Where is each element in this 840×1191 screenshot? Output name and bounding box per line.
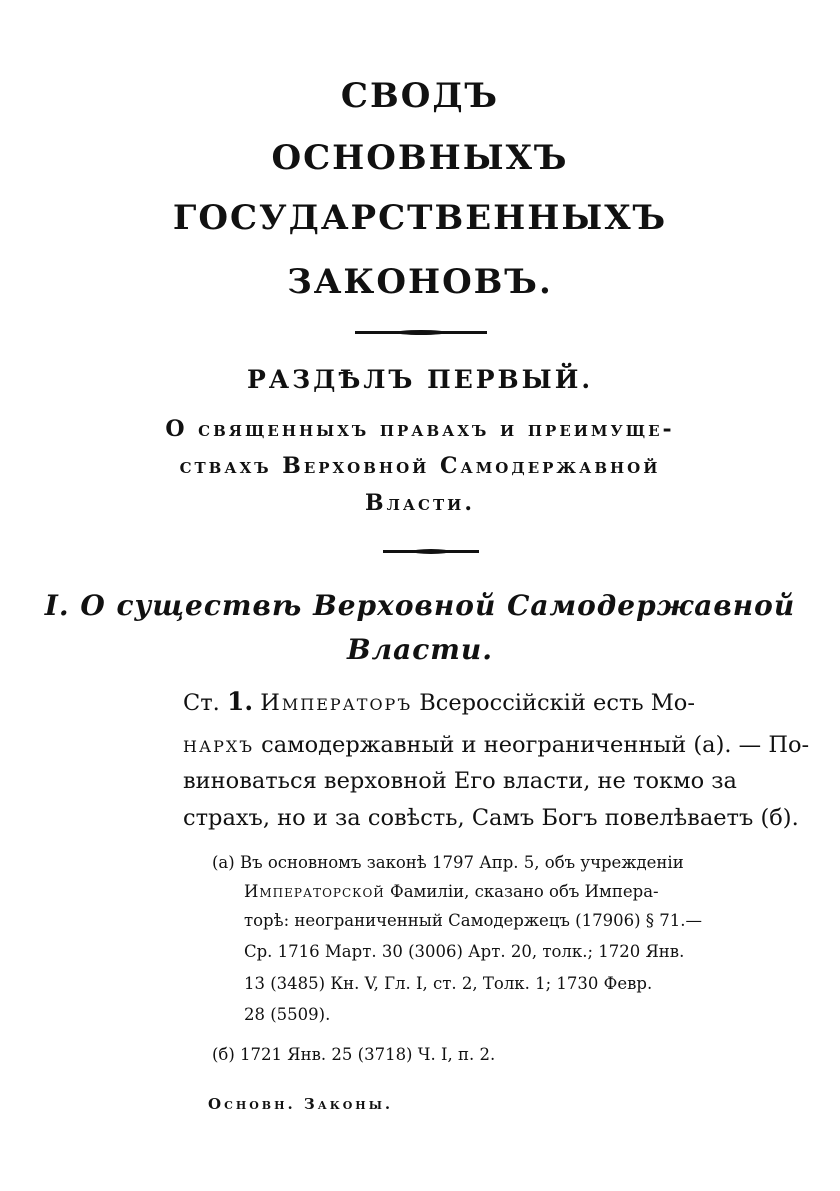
chapter-title-line-1: I. О существѣ Верховной Самодержавной [44,589,796,622]
section-subtitle-line-3: Власти. [364,490,475,516]
chapter-title-line-2: Власти. [346,633,494,666]
article-line-1 [183,684,743,721]
footnote-a-line-2-text: Фамиліи, сказано объ Импера- [390,882,659,901]
article-line-2 [183,727,810,763]
title-line-2: ОСНОВНЫХЪ [271,138,569,178]
section-divider [383,550,479,553]
article-label: Ст. [183,690,220,716]
title-line-1: СВОДЪ [340,76,500,116]
footnote-a-line-5: 13 (3485) Кн. V, Гл. I, ст. 2, Толк. 1; 1730 Февр. [244,974,653,993]
footnote-a-line-3: торѣ: неограниченный Самодержецъ (17906) § 71.— [244,911,703,930]
article-number: 1. [226,687,254,716]
title-line-3: ГОСУДАРСТВЕННЫХЪ [172,198,668,238]
footnote-a-imperial-word: Императорской [244,882,385,901]
article-line-3: виноваться верховной Его власти, не токмо за [183,768,737,794]
footnote-a-line-6: 28 (5509). [244,1005,331,1024]
section-heading: РАЗДѢЛЪ ПЕРВЫЙ. [246,365,594,394]
section-subtitle-line-1: О священныхъ правахъ и преимуще- [165,416,675,442]
article-line-1-text: Всероссійскій есть Мо- [419,690,695,716]
footnote-b-line-1: (б) 1721 Янв. 25 (3718) Ч. I, п. 2. [212,1045,496,1064]
footnote-a-line-4: Ср. 1716 Март. 30 (3006) Арт. 20, толк.; 1720 Янв. [244,942,685,961]
footnote-a-line-2 [244,877,659,906]
footnote-a-line-1: (а) Въ основномъ законѣ 1797 Апр. 5, объ учрежденіи [212,853,684,872]
article-line-4: страхъ, но и за совѣсть, Самъ Богъ повелѣваетъ (б). [183,805,799,831]
article-line-2-text: самодержавный и неограниченный (а). — По- [261,732,810,758]
title-divider [355,331,487,334]
section-subtitle-line-2: ствахъ Верховной Самодержавной [179,453,661,479]
article-emperor-word: Императоръ [260,690,413,716]
article-monarch-word: нархъ [183,732,254,758]
title-line-4: ЗАКОНОВЪ. [287,262,553,302]
signature-mark: Основн. Законы. [208,1095,394,1113]
